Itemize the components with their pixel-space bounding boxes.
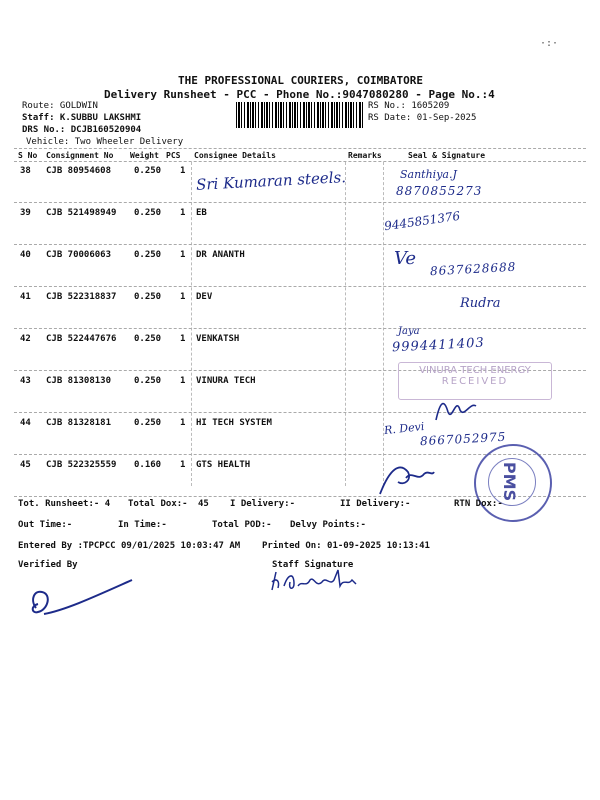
row-consignee: HI TECH SYSTEM [196, 418, 272, 428]
row-consignee: EB [196, 208, 207, 218]
col-consignment: Consignment No [46, 151, 114, 160]
ii-delivery: II Delivery:- [340, 499, 411, 509]
row-sno: 43 [20, 376, 31, 386]
row-consignment-no: CJB 80954608 [46, 166, 112, 176]
row-pcs: 1 [180, 418, 186, 428]
page-title: THE PROFESSIONAL COURIERS, COIMBATORE [178, 74, 424, 87]
col-divider-consignee [191, 162, 192, 486]
row-consignment-no: CJB 522447676 [46, 334, 117, 344]
handwritten-phone: 9994411403 [391, 335, 486, 356]
total-dox-value: 45 [198, 499, 209, 509]
handwritten-phone: 8870855273 [396, 184, 483, 198]
route: Route: GOLDWIN [22, 101, 98, 111]
row-weight: 0.250 [134, 418, 162, 428]
col-pcs: PCS [166, 151, 181, 160]
rtn-dox: RTN Dox:- [454, 499, 503, 509]
row-pcs: 1 [180, 334, 186, 344]
rs-date: RS Date: 01-Sep-2025 [368, 113, 477, 123]
row-consignment-no: CJB 521498949 [46, 208, 117, 218]
col-consignee: Consignee Details [194, 151, 276, 160]
row-weight: 0.250 [134, 376, 162, 386]
header-divider-top [14, 148, 586, 149]
staff: Staff: K.SUBBU LAKSHMI [22, 113, 142, 123]
drs-number: DRS No.: DCJB160520904 [22, 125, 142, 135]
row-divider [14, 286, 586, 287]
row-consignee: DEV [196, 292, 213, 302]
out-time: Out Time:- [18, 520, 73, 530]
row-sno: 40 [20, 250, 31, 260]
handwritten-name: Rudra [460, 296, 501, 311]
rs-number: RS No.: 1605209 [368, 101, 450, 111]
col-seal-signature: Seal & Signature [408, 151, 486, 160]
i-delivery: I Delivery:- [230, 499, 296, 509]
row-weight: 0.250 [134, 250, 162, 260]
row-weight: 0.250 [134, 334, 162, 344]
total-pod: Total POD:- [212, 520, 272, 530]
delvy-points: Delvy Points:- [290, 520, 366, 530]
corner-marks: ·:· [540, 38, 559, 49]
tot-runsheet: Tot. Runsheet:- 4 [18, 499, 111, 509]
row-pcs: 1 [180, 292, 186, 302]
row-divider [14, 244, 586, 245]
row-weight: 0.250 [134, 166, 162, 176]
page-subtitle: Delivery Runsheet - PCC - Phone No.:9047080280 - Page No.:4 [104, 88, 495, 101]
row-weight: 0.160 [134, 460, 162, 470]
in-time: In Time:- [118, 520, 167, 530]
row-consignee: DR ANANTH [196, 250, 245, 260]
printed-on: Printed On: 01-09-2025 10:13:41 [262, 541, 430, 551]
row-pcs: 1 [180, 460, 186, 470]
row-pcs: 1 [180, 376, 186, 386]
row-pcs: 1 [180, 250, 186, 260]
stamp-received: RECEIVED [441, 376, 509, 387]
row-consignee: VINURA TECH [196, 376, 256, 386]
vehicle: Vehicle: Two Wheeler Delivery [26, 137, 184, 147]
row-pcs: 1 [180, 166, 186, 176]
total-dox-label: Total Dox:- [128, 499, 188, 509]
col-weight: Weight [130, 151, 159, 160]
row-consignment-no: CJB 81328181 [46, 418, 112, 428]
row44-signature [430, 392, 480, 422]
handwritten-name: Santhiya.J [400, 168, 457, 181]
row-sno: 38 [20, 166, 31, 176]
entered-by: Entered By :TPCPCC 09/01/2025 10:03:47 AM [18, 541, 241, 551]
row-divider [14, 202, 586, 203]
row45-signature [376, 458, 436, 498]
handwritten-initials: Ve [394, 248, 416, 269]
staff-signature-label: Staff Signature [272, 560, 354, 570]
stamp-company: VINURA TECH ENERGY [419, 365, 531, 376]
row-sno: 39 [20, 208, 31, 218]
row-pcs: 1 [180, 208, 186, 218]
handwritten-phone: 8667052975 [419, 429, 507, 449]
row-consignment-no: CJB 81308130 [46, 376, 112, 386]
row-divider [14, 328, 586, 329]
row-sno: 41 [20, 292, 31, 302]
col-divider-seal [383, 162, 384, 486]
row-consignment-no: CJB 522325559 [46, 460, 117, 470]
barcode-image [236, 102, 364, 128]
row-sno: 45 [20, 460, 31, 470]
verified-by: Verified By [18, 560, 78, 570]
header-divider-bottom [14, 161, 586, 162]
row-divider [14, 412, 586, 413]
handwritten-name: Jaya [398, 326, 420, 337]
verified-signature [26, 574, 136, 624]
row-consignment-no: CJB 70006063 [46, 250, 112, 260]
row-consignee: VENKATSH [196, 334, 240, 344]
staff-signature [268, 566, 360, 596]
row-consignee: GTS HEALTH [196, 460, 251, 470]
col-remarks: Remarks [348, 151, 382, 160]
round-stamp [474, 444, 552, 522]
col-sno: S No [18, 151, 38, 160]
handwritten-phone: 8637628688 [429, 259, 517, 279]
handwritten-name: R. Devi [383, 419, 425, 438]
row-sno: 42 [20, 334, 31, 344]
handwritten-consignee: Sri Kumaran steels. [195, 168, 347, 194]
handwritten-phone: 9445851376 [383, 208, 461, 234]
row-weight: 0.250 [134, 208, 162, 218]
stamp-center-text: PMS [500, 461, 520, 502]
row-weight: 0.250 [134, 292, 162, 302]
row-consignment-no: CJB 522318837 [46, 292, 117, 302]
col-divider-remarks [345, 162, 346, 486]
row-sno: 44 [20, 418, 31, 428]
